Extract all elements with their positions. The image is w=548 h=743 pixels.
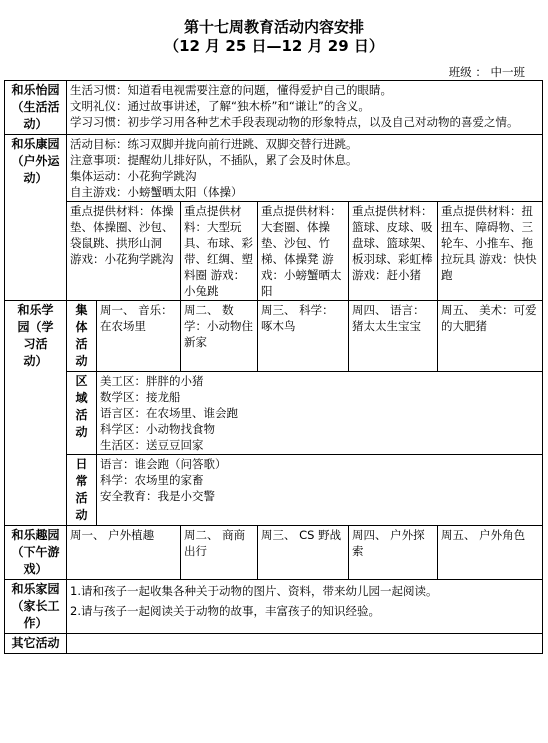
study-category-part: 习活: [23, 337, 48, 351]
home-line: 1.请和孩子一起收集各种关于动物的图片、资料，带来幼儿园一起阅读。: [70, 584, 438, 598]
other-category: 其它活动: [5, 634, 67, 654]
area-label-char: 区: [75, 374, 88, 388]
area-activity-label: [67, 372, 97, 455]
outdoor-category-name: 和乐康园: [11, 137, 60, 151]
page-title: 第十七周教育活动内容安排: [183, 18, 364, 36]
group-activity-thu: 周四、 语言：猪太太生宝宝: [349, 301, 438, 372]
daily-activity-label: [67, 455, 97, 526]
outdoor-material-fri: 重点提供材料：扭扭车、障碍物、三轮车、小推车、拖拉玩具 游戏：快快跑: [438, 202, 543, 301]
life-line: 生活习惯：知道看电视需要注意的问题，懂得爱护自己的眼睛。: [70, 83, 392, 97]
life-category-name: 和乐怡园: [11, 83, 60, 97]
other-content: [67, 634, 543, 654]
schedule-table: [4, 80, 543, 654]
outdoor-material-tue: 重点提供材料：大型玩具、布球、彩带、红绸、塑料圈 游戏：小兔跳: [181, 202, 258, 301]
daily-line: 语言：谁会跑（问答歌）: [100, 457, 227, 471]
outdoor-line: 注意事项：提醒幼儿排好队，不插队，累了会及时休息。: [70, 153, 358, 167]
home-line: 2.请与孩子一起阅读关于动物的故事，丰富孩子的知识经验。: [70, 604, 380, 618]
life-category: [5, 81, 67, 135]
life-row: [5, 81, 543, 135]
class-label: 班级 ： 中一班: [448, 65, 525, 79]
area-label-char: 域: [75, 391, 88, 405]
home-row: [5, 580, 543, 634]
group-label-char: 动: [75, 354, 88, 368]
other-row: [5, 634, 543, 654]
area-line: 语言区：在农场里、谁会跑: [100, 406, 238, 420]
home-content: [67, 580, 543, 634]
area-line: 美工区：胖胖的小猪: [100, 374, 204, 388]
home-category-type: （家长工作）: [11, 599, 60, 630]
outdoor-line: 集体运动：小花狗学跳沟: [70, 169, 197, 183]
daily-label-char: 活: [75, 491, 88, 505]
home-category: [5, 580, 67, 634]
outdoor-line: 自主游戏：小螃蟹晒太阳（体操）: [70, 185, 243, 199]
fun-category-name: 和乐趣园: [11, 528, 60, 542]
life-line: 文明礼仪：通过故事讲述，了解“独木桥”和“谦让”的含义。: [70, 99, 370, 113]
outdoor-category-type: （户外运动）: [11, 154, 60, 185]
fun-wed: 周三、 CS 野战: [258, 526, 349, 580]
date-range: （12 月 25 日—12 月 29 日）: [164, 37, 384, 55]
daily-label-char: 动: [75, 508, 88, 522]
outdoor-materials-row: [5, 202, 543, 301]
area-label-char: 活: [75, 408, 88, 422]
group-activity-mon: 周一、 音乐：在农场里: [97, 301, 181, 372]
group-label-char: 活: [75, 337, 88, 351]
life-content: [67, 81, 543, 135]
fun-row: [5, 526, 543, 580]
study-group-row: [5, 301, 543, 372]
daily-line: 安全教育：我是小交警: [100, 489, 215, 503]
outdoor-row: [5, 135, 543, 202]
fun-thu: 周四、 户外探索: [349, 526, 438, 580]
study-category-part: 动）: [23, 354, 48, 368]
area-activity-content: [97, 372, 543, 455]
daily-label-char: 日: [75, 457, 88, 471]
home-category-name: 和乐家园: [11, 582, 60, 596]
outdoor-material-mon: 重点提供材料：体操垫、体操圈、沙包、袋鼠跳、拱形山洞 游戏：小花狗学跳沟: [67, 202, 181, 301]
study-category: [5, 301, 67, 526]
group-activity-tue: 周二、 数学：小动物住新家: [181, 301, 258, 372]
area-line: 科学区：小动物找食物: [100, 422, 215, 436]
group-activity-wed: 周三、 科学：啄木鸟: [258, 301, 349, 372]
fun-fri: 周五、 户外角色: [438, 526, 543, 580]
fun-category: [5, 526, 67, 580]
life-category-type: （生活活动）: [11, 100, 60, 131]
life-line: 学习习惯：初步学习用各种艺术手段表现动物的形象特点，以及自己对动物的喜爱之情。: [70, 115, 519, 129]
area-label-char: 动: [75, 425, 88, 439]
outdoor-material-thu: 重点提供材料：篮球、皮球、吸盘球、篮球架、板羽球、彩虹棒 游戏：赶小猪: [349, 202, 438, 301]
group-activity-fri: 周五、 美术：可爱的大肥猪: [438, 301, 543, 372]
daily-line: 科学：农场里的家畜: [100, 473, 204, 487]
study-area-row: [5, 372, 543, 455]
study-daily-row: [5, 455, 543, 526]
fun-tue: 周二、 商商出行: [181, 526, 258, 580]
outdoor-content: [67, 135, 543, 202]
group-label-char: 集: [75, 303, 88, 317]
study-category-part: 和乐学: [17, 303, 54, 317]
daily-label-char: 常: [75, 474, 88, 488]
fun-mon: 周一、 户外植趣: [67, 526, 181, 580]
area-line: 生活区：送豆豆回家: [100, 438, 204, 452]
outdoor-category: [5, 135, 67, 301]
area-line: 数学区：接龙船: [100, 390, 181, 404]
study-category-part: 园（学: [17, 320, 54, 334]
daily-activity-content: [97, 455, 543, 526]
fun-category-type: （下午游戏）: [11, 545, 60, 576]
outdoor-line: 活动目标：练习双脚并拢向前行进跳、双脚交替行进跳。: [70, 137, 358, 151]
group-activity-label: [67, 301, 97, 372]
group-label-char: 体: [75, 320, 88, 334]
outdoor-material-wed: 重点提供材料：大套圈、体操垫、沙包、竹梯、体操凳 游戏：小螃蟹晒太阳: [258, 202, 349, 301]
